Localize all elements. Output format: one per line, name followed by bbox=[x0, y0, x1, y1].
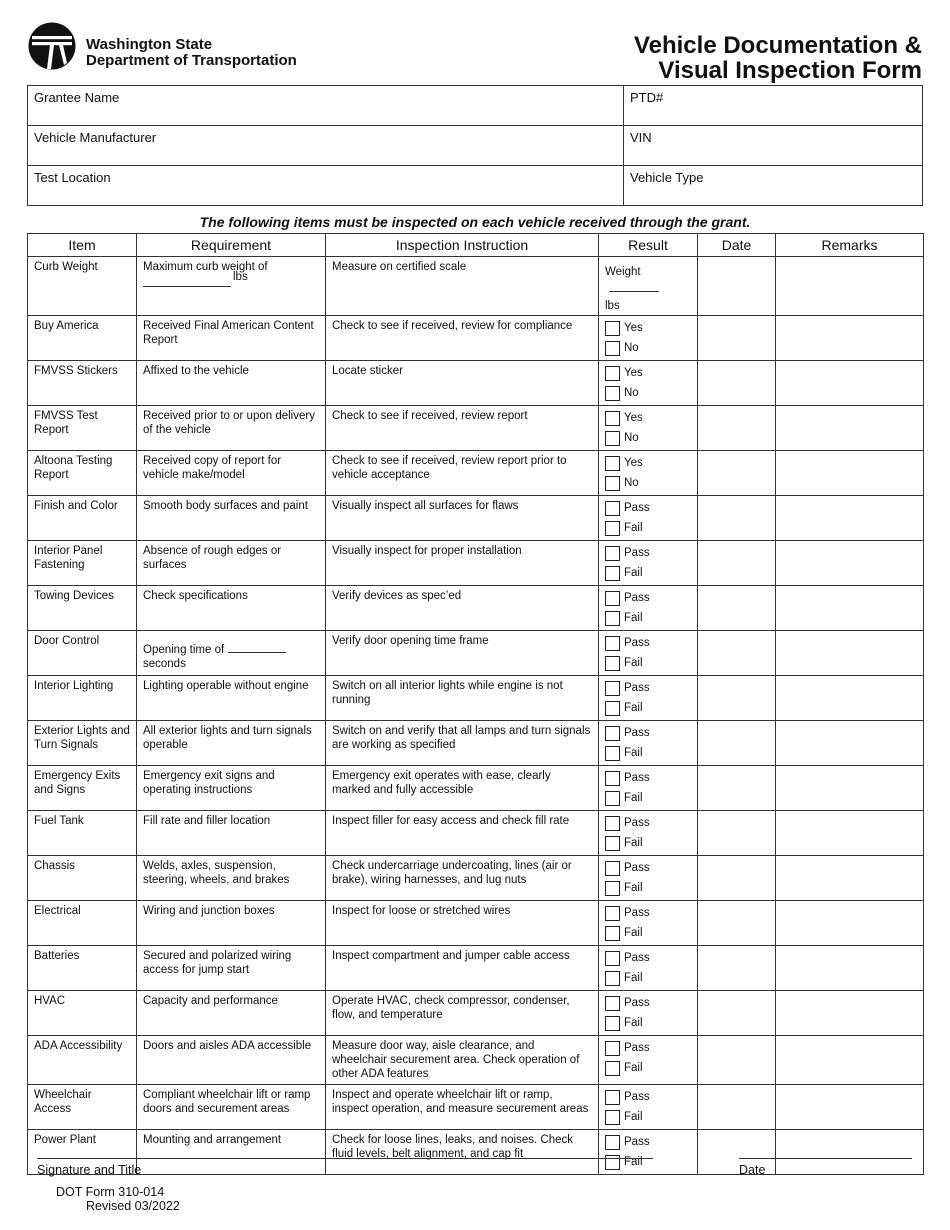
requirement-cell: Fill rate and filler location bbox=[137, 811, 326, 856]
requirement-cell: Check specifications bbox=[137, 586, 326, 631]
instruction-cell: Inspect for loose or stretched wires bbox=[326, 901, 599, 946]
result-checkbox[interactable] bbox=[605, 791, 620, 806]
result-option bbox=[605, 653, 691, 673]
requirement-cell bbox=[137, 257, 326, 316]
result-cell bbox=[599, 676, 698, 721]
result-option bbox=[605, 338, 691, 358]
result-option bbox=[605, 723, 691, 743]
result-option bbox=[605, 968, 691, 988]
result-option bbox=[605, 408, 691, 428]
item-cell: Electrical bbox=[28, 901, 137, 946]
result-checkbox[interactable] bbox=[605, 771, 620, 786]
result-option bbox=[605, 543, 691, 563]
door-time-entry bbox=[143, 640, 319, 671]
result-checkbox[interactable] bbox=[605, 546, 620, 561]
requirement-cell: Wiring and junction boxes bbox=[137, 901, 326, 946]
result-option-label: Fail bbox=[624, 837, 643, 849]
item-cell: Finish and Color bbox=[28, 496, 137, 541]
result-checkbox[interactable] bbox=[605, 1041, 620, 1056]
form-title-line-1: Vehicle Documentation & bbox=[633, 32, 922, 59]
result-cell bbox=[599, 811, 698, 856]
result-checkbox[interactable] bbox=[605, 836, 620, 851]
column-header-item: Item bbox=[28, 234, 137, 257]
table-row bbox=[28, 1130, 924, 1175]
vehicle-info-block bbox=[27, 85, 923, 206]
date-cell[interactable] bbox=[698, 631, 776, 676]
result-checkbox[interactable] bbox=[605, 1061, 620, 1076]
result-option-label: Yes bbox=[624, 322, 643, 334]
result-cell bbox=[599, 856, 698, 901]
result-checkbox[interactable] bbox=[605, 726, 620, 741]
result-option bbox=[605, 993, 691, 1013]
result-checkbox[interactable] bbox=[605, 501, 620, 516]
table-row bbox=[28, 856, 924, 901]
remarks-cell[interactable] bbox=[776, 586, 924, 631]
result-cell bbox=[599, 721, 698, 766]
table-row bbox=[28, 1036, 924, 1085]
result-option-label: Pass bbox=[624, 1042, 650, 1054]
result-option-label: Pass bbox=[624, 907, 650, 919]
result-cell bbox=[599, 541, 698, 586]
table-header-row bbox=[28, 234, 924, 257]
result-checkbox[interactable] bbox=[605, 951, 620, 966]
instruction-cell: Inspect and operate wheelchair lift or ramp, inspect operation, and measure securement areas bbox=[326, 1085, 599, 1130]
instruction-cell: Switch on all interior lights while engine is not running bbox=[326, 676, 599, 721]
inspection-table bbox=[27, 233, 924, 1175]
item-cell: Emergency Exits and Signs bbox=[28, 766, 137, 811]
date-label: Date bbox=[739, 1163, 766, 1177]
remarks-cell[interactable] bbox=[776, 856, 924, 901]
requirement-cell: Secured and polarized wiring access for jump start bbox=[137, 946, 326, 991]
result-checkbox[interactable] bbox=[605, 386, 620, 401]
date-cell[interactable] bbox=[698, 541, 776, 586]
result-option bbox=[605, 678, 691, 698]
result-option-label: No bbox=[624, 387, 639, 399]
result-option-label: Pass bbox=[624, 682, 650, 694]
result-option bbox=[605, 903, 691, 923]
date-cell[interactable] bbox=[698, 991, 776, 1036]
remarks-cell[interactable] bbox=[776, 901, 924, 946]
date-cell[interactable] bbox=[698, 856, 776, 901]
result-option bbox=[605, 498, 691, 518]
remarks-cell[interactable] bbox=[776, 991, 924, 1036]
result-option-label: Pass bbox=[624, 502, 650, 514]
weight-entry bbox=[605, 265, 691, 296]
result-option bbox=[605, 633, 691, 653]
instruction-cell: Check for loose lines, leaks, and noises. Check fluid levels, belt alignment, and cap fit bbox=[326, 1130, 599, 1175]
item-cell: Curb Weight bbox=[28, 257, 137, 316]
form-number: DOT Form 310-014 bbox=[56, 1185, 165, 1199]
result-option-label: Yes bbox=[624, 412, 643, 424]
result-option bbox=[605, 1038, 691, 1058]
result-option-label: Pass bbox=[624, 862, 650, 874]
result-cell bbox=[599, 766, 698, 811]
result-option-label: Pass bbox=[624, 1091, 650, 1103]
item-cell: Buy America bbox=[28, 316, 137, 361]
result-option bbox=[605, 768, 691, 788]
result-checkbox[interactable] bbox=[605, 1155, 620, 1170]
remarks-cell[interactable] bbox=[776, 1036, 924, 1085]
instruction-cell: Locate sticker bbox=[326, 361, 599, 406]
form-title bbox=[634, 33, 922, 83]
result-cell bbox=[599, 257, 698, 316]
result-checkbox[interactable] bbox=[605, 816, 620, 831]
result-cell bbox=[599, 496, 698, 541]
result-option bbox=[605, 318, 691, 338]
result-checkbox[interactable] bbox=[605, 1016, 620, 1031]
result-checkbox[interactable] bbox=[605, 861, 620, 876]
result-option bbox=[605, 813, 691, 833]
result-checkbox[interactable] bbox=[605, 341, 620, 356]
result-option-label: No bbox=[624, 432, 639, 444]
item-cell: Power Plant bbox=[28, 1130, 137, 1175]
table-row bbox=[28, 406, 924, 451]
result-checkbox[interactable] bbox=[605, 411, 620, 426]
result-option-label: Yes bbox=[624, 367, 643, 379]
result-checkbox[interactable] bbox=[605, 591, 620, 606]
result-option bbox=[605, 1132, 691, 1152]
requirement-cell: Received Final American Content Report bbox=[137, 316, 326, 361]
table-row bbox=[28, 1085, 924, 1130]
instruction-cell: Check to see if received, review for compliance bbox=[326, 316, 599, 361]
remarks-cell[interactable] bbox=[776, 496, 924, 541]
result-option bbox=[605, 1013, 691, 1033]
result-option bbox=[605, 788, 691, 808]
remarks-cell[interactable] bbox=[776, 811, 924, 856]
result-option-label: Fail bbox=[624, 657, 643, 669]
weight-input[interactable] bbox=[609, 279, 659, 292]
item-cell: Interior Panel Fastening bbox=[28, 541, 137, 586]
date-cell[interactable] bbox=[698, 676, 776, 721]
requirement-cell: Absence of rough edges or surfaces bbox=[137, 541, 326, 586]
date-cell[interactable] bbox=[698, 316, 776, 361]
result-option-label: Fail bbox=[624, 1062, 643, 1074]
table-row bbox=[28, 811, 924, 856]
item-cell: Wheelchair Access bbox=[28, 1085, 137, 1130]
agency-line-1: Washington State bbox=[86, 36, 213, 53]
remarks-cell[interactable] bbox=[776, 451, 924, 496]
table-row bbox=[28, 721, 924, 766]
table-row bbox=[28, 361, 924, 406]
item-cell: Batteries bbox=[28, 946, 137, 991]
item-cell: Altoona Testing Report bbox=[28, 451, 137, 496]
instruction-cell: Verify devices as spec’ed bbox=[326, 586, 599, 631]
result-checkbox[interactable] bbox=[605, 1090, 620, 1105]
curb-weight-unit: lbs bbox=[233, 271, 248, 283]
requirement-cell: Lighting operable without engine bbox=[137, 676, 326, 721]
date-cell[interactable] bbox=[698, 257, 776, 316]
result-option bbox=[605, 588, 691, 608]
remarks-cell[interactable] bbox=[776, 946, 924, 991]
result-option bbox=[605, 383, 691, 403]
result-cell bbox=[599, 361, 698, 406]
result-option-label: Pass bbox=[624, 547, 650, 559]
result-option-label: Fail bbox=[624, 612, 643, 624]
result-option-label: Fail bbox=[624, 747, 643, 759]
requirement-cell: Capacity and performance bbox=[137, 991, 326, 1036]
curb-weight-input[interactable] bbox=[143, 274, 231, 287]
table-row bbox=[28, 257, 924, 316]
result-option-label: Pass bbox=[624, 997, 650, 1009]
result-option bbox=[605, 878, 691, 898]
requirement-cell: Received prior to or upon delivery of the vehicle bbox=[137, 406, 326, 451]
instruction-cell: Operate HVAC, check compressor, condenser, flow, and temperature bbox=[326, 991, 599, 1036]
date-cell[interactable] bbox=[698, 1085, 776, 1130]
result-option-label: Pass bbox=[624, 1136, 650, 1148]
result-option-label: Fail bbox=[624, 1156, 643, 1168]
result-option bbox=[605, 1152, 691, 1172]
info-row bbox=[28, 166, 922, 206]
date-cell[interactable] bbox=[698, 901, 776, 946]
result-option-label: Fail bbox=[624, 1111, 643, 1123]
vin-field[interactable]: VIN bbox=[630, 130, 652, 145]
curb-weight-entry bbox=[143, 271, 319, 291]
opening-time-unit: seconds bbox=[143, 658, 186, 670]
table-row bbox=[28, 991, 924, 1036]
agency-line-2: Department of Transportation bbox=[86, 52, 297, 69]
result-cell bbox=[599, 406, 698, 451]
result-cell bbox=[599, 901, 698, 946]
result-checkbox[interactable] bbox=[605, 681, 620, 696]
result-checkbox[interactable] bbox=[605, 1135, 620, 1150]
info-row bbox=[28, 126, 922, 166]
ptd-field[interactable]: PTD# bbox=[630, 90, 664, 105]
item-cell: FMVSS Test Report bbox=[28, 406, 137, 451]
result-option bbox=[605, 563, 691, 583]
table-row bbox=[28, 586, 924, 631]
weight-label: Weight bbox=[605, 266, 641, 278]
result-checkbox[interactable] bbox=[605, 321, 620, 336]
result-option bbox=[605, 948, 691, 968]
result-checkbox[interactable] bbox=[605, 366, 620, 381]
table-row bbox=[28, 631, 924, 676]
inspection-instruction-text: The following items must be inspected on each vehicle received through the grant. bbox=[199, 214, 751, 230]
result-option bbox=[605, 833, 691, 853]
remarks-cell[interactable] bbox=[776, 406, 924, 451]
result-option-label: Fail bbox=[624, 882, 643, 894]
date-cell[interactable] bbox=[698, 496, 776, 541]
date-cell[interactable] bbox=[698, 361, 776, 406]
requirement-text: Maximum curb weight of bbox=[143, 261, 268, 273]
date-cell[interactable] bbox=[698, 721, 776, 766]
result-option-label: Fail bbox=[624, 927, 643, 939]
table-row bbox=[28, 451, 924, 496]
remarks-cell[interactable] bbox=[776, 257, 924, 316]
test-location-field[interactable]: Test Location bbox=[28, 166, 624, 206]
result-checkbox[interactable] bbox=[605, 566, 620, 581]
table-row bbox=[28, 946, 924, 991]
column-header-instruction: Inspection Instruction bbox=[326, 234, 599, 257]
item-cell: Fuel Tank bbox=[28, 811, 137, 856]
result-option bbox=[605, 698, 691, 718]
result-option-label: Fail bbox=[624, 1017, 643, 1029]
result-option-label: No bbox=[624, 342, 639, 354]
item-cell: Interior Lighting bbox=[28, 676, 137, 721]
item-cell: Exterior Lights and Turn Signals bbox=[28, 721, 137, 766]
date-cell[interactable] bbox=[698, 406, 776, 451]
result-option bbox=[605, 453, 691, 473]
result-cell bbox=[599, 1085, 698, 1130]
result-checkbox[interactable] bbox=[605, 881, 620, 896]
remarks-cell[interactable] bbox=[776, 361, 924, 406]
result-option bbox=[605, 518, 691, 538]
grantee-name-field[interactable]: Grantee Name bbox=[28, 86, 624, 125]
result-option-label: Fail bbox=[624, 972, 643, 984]
result-cell bbox=[599, 1036, 698, 1085]
result-checkbox[interactable] bbox=[605, 926, 620, 941]
column-header-remarks: Remarks bbox=[776, 234, 924, 257]
remarks-cell[interactable] bbox=[776, 1085, 924, 1130]
result-option-label: Fail bbox=[624, 792, 643, 804]
instruction-cell: Visually inspect all surfaces for flaws bbox=[326, 496, 599, 541]
item-cell: Chassis bbox=[28, 856, 137, 901]
date-cell[interactable] bbox=[698, 811, 776, 856]
result-option bbox=[605, 743, 691, 763]
requirement-cell: Mounting and arrangement bbox=[137, 1130, 326, 1175]
result-checkbox[interactable] bbox=[605, 1110, 620, 1125]
result-option-label: Pass bbox=[624, 952, 650, 964]
result-option-label: Pass bbox=[624, 592, 650, 604]
table-row bbox=[28, 316, 924, 361]
instruction-cell: Emergency exit operates with ease, clearly marked and fully accessible bbox=[326, 766, 599, 811]
result-checkbox[interactable] bbox=[605, 656, 620, 671]
form-title-line-2: Visual Inspection Form bbox=[658, 57, 922, 84]
result-option-label: Fail bbox=[624, 522, 643, 534]
result-checkbox[interactable] bbox=[605, 476, 620, 491]
requirement-cell: All exterior lights and turn signals operable bbox=[137, 721, 326, 766]
result-option-label: No bbox=[624, 477, 639, 489]
result-cell bbox=[599, 586, 698, 631]
result-option-label: Fail bbox=[624, 567, 643, 579]
requirement-cell: Received copy of report for vehicle make/model bbox=[137, 451, 326, 496]
wsdot-logo-icon bbox=[28, 22, 76, 70]
result-option-label: Fail bbox=[624, 702, 643, 714]
table-row bbox=[28, 541, 924, 586]
agency-name bbox=[86, 37, 297, 69]
result-checkbox[interactable] bbox=[605, 906, 620, 921]
result-cell bbox=[599, 316, 698, 361]
item-cell: Door Control bbox=[28, 631, 137, 676]
remarks-cell[interactable] bbox=[776, 631, 924, 676]
requirement-cell bbox=[137, 631, 326, 676]
instruction-cell: Measure door way, aisle clearance, and wheelchair securement area. Check operation of other ADA features bbox=[326, 1036, 599, 1085]
requirement-cell: Compliant wheelchair lift or ramp doors and securement areas bbox=[137, 1085, 326, 1130]
result-option bbox=[605, 363, 691, 383]
result-option bbox=[605, 1087, 691, 1107]
result-option bbox=[605, 923, 691, 943]
item-cell: FMVSS Stickers bbox=[28, 361, 137, 406]
column-header-date: Date bbox=[698, 234, 776, 257]
remarks-cell[interactable] bbox=[776, 1130, 924, 1175]
remarks-cell[interactable] bbox=[776, 316, 924, 361]
table-row bbox=[28, 676, 924, 721]
requirement-cell: Smooth body surfaces and paint bbox=[137, 496, 326, 541]
remarks-cell[interactable] bbox=[776, 721, 924, 766]
table-row bbox=[28, 766, 924, 811]
requirement-cell: Affixed to the vehicle bbox=[137, 361, 326, 406]
result-checkbox[interactable] bbox=[605, 521, 620, 536]
instruction-cell: Check to see if received, review report prior to vehicle acceptance bbox=[326, 451, 599, 496]
requirement-text: Opening time of bbox=[143, 644, 225, 656]
result-option-label: Yes bbox=[624, 457, 643, 469]
date-cell[interactable] bbox=[698, 766, 776, 811]
result-checkbox[interactable] bbox=[605, 431, 620, 446]
instruction-cell: Measure on certified scale bbox=[326, 257, 599, 316]
instruction-cell: Verify door opening time frame bbox=[326, 631, 599, 676]
result-option bbox=[605, 473, 691, 493]
result-option-label: Pass bbox=[624, 772, 650, 784]
item-cell: Towing Devices bbox=[28, 586, 137, 631]
column-header-result: Result bbox=[599, 234, 698, 257]
requirement-cell: Emergency exit signs and operating instructions bbox=[137, 766, 326, 811]
requirement-cell: Welds, axles, suspension, steering, wheels, and brakes bbox=[137, 856, 326, 901]
info-row bbox=[28, 86, 922, 126]
vehicle-manufacturer-field[interactable]: Vehicle Manufacturer bbox=[28, 126, 624, 165]
result-option bbox=[605, 858, 691, 878]
result-checkbox[interactable] bbox=[605, 996, 620, 1011]
signature-label: Signature and Title bbox=[37, 1163, 142, 1177]
date-cell[interactable] bbox=[698, 946, 776, 991]
result-option-label: Pass bbox=[624, 817, 650, 829]
result-checkbox[interactable] bbox=[605, 746, 620, 761]
date-line[interactable] bbox=[739, 1158, 912, 1159]
result-option bbox=[605, 1107, 691, 1127]
remarks-cell[interactable] bbox=[776, 766, 924, 811]
item-cell: ADA Accessibility bbox=[28, 1036, 137, 1085]
result-cell bbox=[599, 946, 698, 991]
item-cell: HVAC bbox=[28, 991, 137, 1036]
instruction-cell: Check undercarriage undercoating, lines (air or brake), wiring harnesses, and lug nuts bbox=[326, 856, 599, 901]
instruction-cell: Visually inspect for proper installation bbox=[326, 541, 599, 586]
result-option bbox=[605, 1058, 691, 1078]
requirement-cell: Doors and aisles ADA accessible bbox=[137, 1036, 326, 1085]
opening-time-input[interactable] bbox=[228, 640, 286, 653]
date-cell[interactable] bbox=[698, 1036, 776, 1085]
column-header-requirement: Requirement bbox=[137, 234, 326, 257]
result-checkbox[interactable] bbox=[605, 701, 620, 716]
result-checkbox[interactable] bbox=[605, 971, 620, 986]
result-cell bbox=[599, 1130, 698, 1175]
result-option-label: Pass bbox=[624, 727, 650, 739]
instruction-cell: Check to see if received, review report bbox=[326, 406, 599, 451]
signature-line[interactable] bbox=[37, 1158, 653, 1159]
result-cell bbox=[599, 451, 698, 496]
result-cell bbox=[599, 991, 698, 1036]
instruction-cell: Inspect compartment and jumper cable access bbox=[326, 946, 599, 991]
instruction-cell: Switch on and verify that all lamps and turn signals are working as specified bbox=[326, 721, 599, 766]
date-cell[interactable] bbox=[698, 451, 776, 496]
table-row bbox=[28, 901, 924, 946]
remarks-cell[interactable] bbox=[776, 541, 924, 586]
result-option bbox=[605, 608, 691, 628]
result-checkbox[interactable] bbox=[605, 636, 620, 651]
result-checkbox[interactable] bbox=[605, 611, 620, 626]
result-option bbox=[605, 428, 691, 448]
result-checkbox[interactable] bbox=[605, 456, 620, 471]
result-option-label: Pass bbox=[624, 637, 650, 649]
date-cell[interactable] bbox=[698, 586, 776, 631]
result-cell bbox=[599, 631, 698, 676]
remarks-cell[interactable] bbox=[776, 676, 924, 721]
table-row bbox=[28, 496, 924, 541]
revision-date: Revised 03/2022 bbox=[86, 1199, 180, 1213]
weight-unit: lbs bbox=[605, 300, 620, 312]
vehicle-type-field[interactable]: Vehicle Type bbox=[630, 170, 704, 185]
instruction-cell: Inspect filler for easy access and check fill rate bbox=[326, 811, 599, 856]
